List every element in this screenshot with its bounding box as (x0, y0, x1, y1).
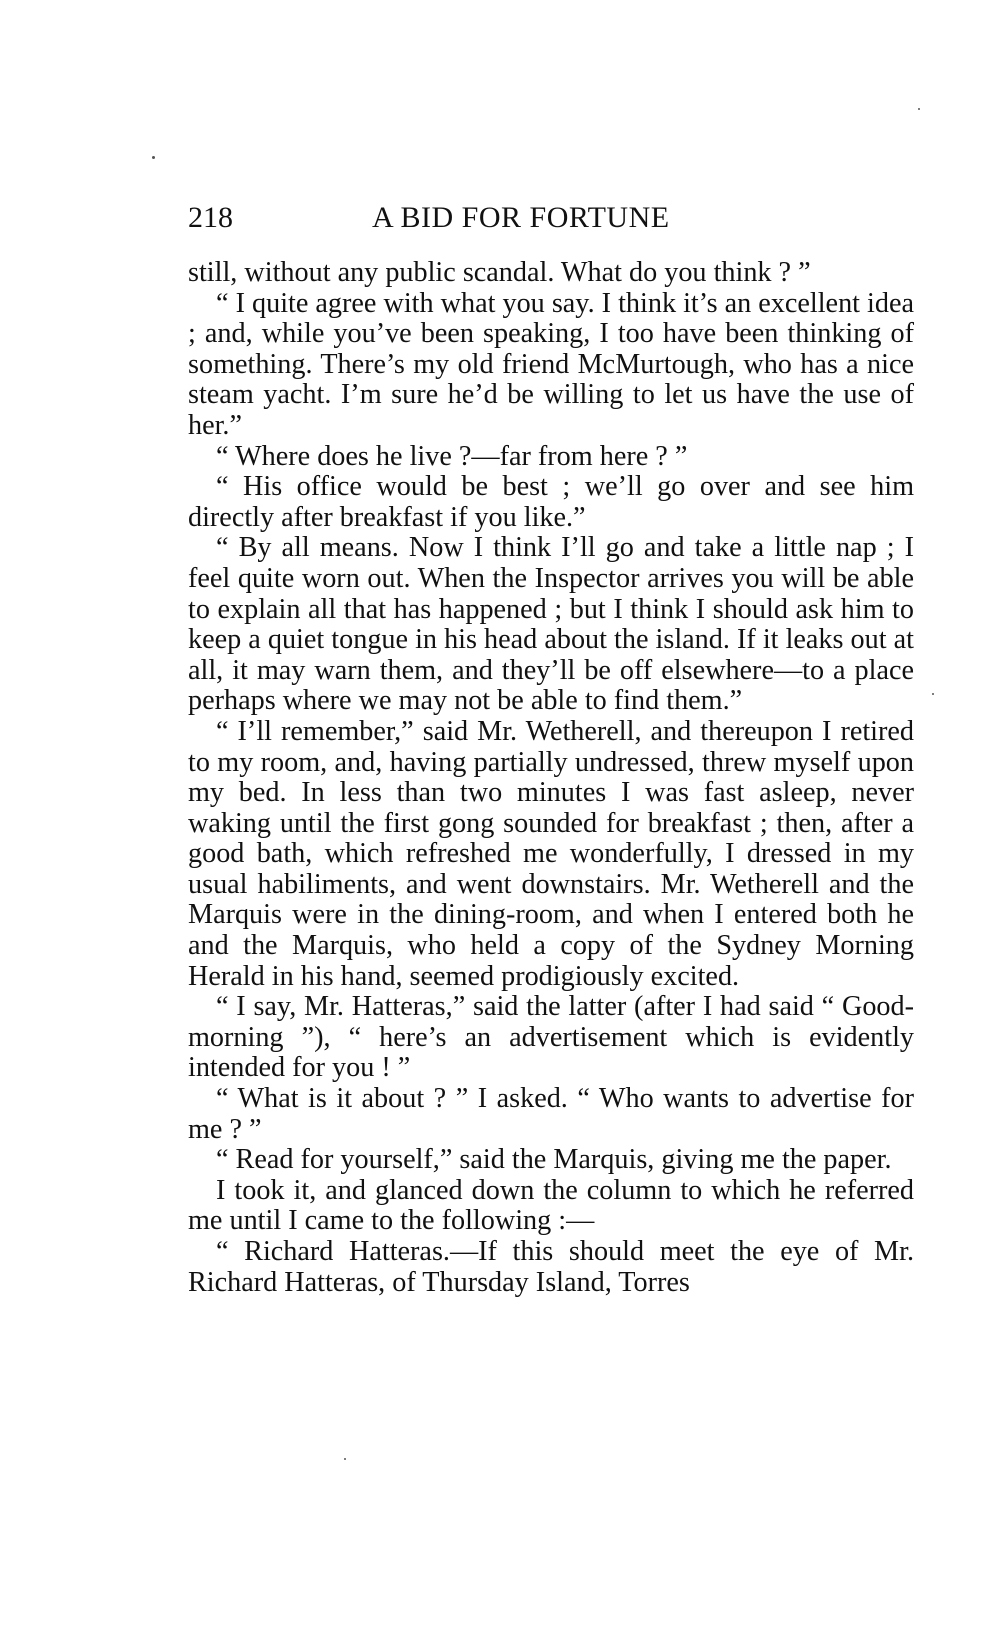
paragraph-1: still, without any public scandal. What do you think ? ” (188, 257, 811, 288)
body-text (188, 258, 914, 1298)
scan-speck (152, 156, 155, 159)
paragraph-10: I took it, and glanced down the column to which he referred me until I came to the following :— (188, 1174, 914, 1237)
paragraph-8: “ What is it about ? ” I asked. “ Who wants to advertise for me ? ” (188, 1083, 914, 1145)
paragraph-4: “ His office would be best ; we’ll go over and see him directly after breakfast if you like.” (188, 471, 914, 533)
scan-speck (344, 1458, 346, 1460)
paragraph-5: “ By all means. Now I think I’ll go and take a little nap ; I feel quite worn out. When the Inspector arrives you will be able to explain all that has happened ; but I think I should ask him to keep a quiet tongue in his head about the island. If it leaks out at all, it may warn them, and they’ll be off elsewhere—to a place perhaps where we may not be able to find them.” (188, 532, 914, 717)
running-title: A BID FOR FORTUNE (372, 201, 670, 234)
paragraph-11: “ Richard Hatteras.—If this should meet the eye of Mr. Richard Hatteras, of Thursday Island, Torres (188, 1236, 914, 1298)
scan-speck (932, 693, 934, 695)
paragraph-9: “ Read for yourself,” said the Marquis, giving me the paper. (216, 1144, 892, 1176)
paragraph-2: “ I quite agree with what you say. I think it’s an excellent idea ; and, while you’ve been speaking, I too have been thinking of something. There’s my old friend McMurtough, who has a nice steam yacht. I’m sure he’d be willing to let us have the use of her.” (188, 287, 914, 441)
page-number: 218 (188, 201, 233, 234)
paragraph-6: “ I’ll remember,” said Mr. Wetherell, and thereupon I retired to my room, and, having partially undressed, threw myself upon my bed. In less than two minutes I was fast asleep, never waking until the first gong sounded for breakfast ; then, after a good bath, which refreshed me wonderfully, I dressed in my usual habiliments, and went downstairs. Mr. Wetherell and the Marquis were in the dining-room, and when I entered both he and the Marquis, who held a copy of the Sydney Morning Herald in his hand, seemed prodigiously excited. (188, 715, 914, 992)
running-head (188, 200, 728, 240)
paragraph-3: “ Where does he live ?—far from here ? ” (216, 440, 688, 472)
paragraph-7: “ I say, Mr. Hatteras,” said the latter (after I had said “ Good-morning ”), “ here’s an advertisement which is evidently intended for you ! ” (188, 991, 914, 1084)
scan-speck (918, 108, 920, 110)
